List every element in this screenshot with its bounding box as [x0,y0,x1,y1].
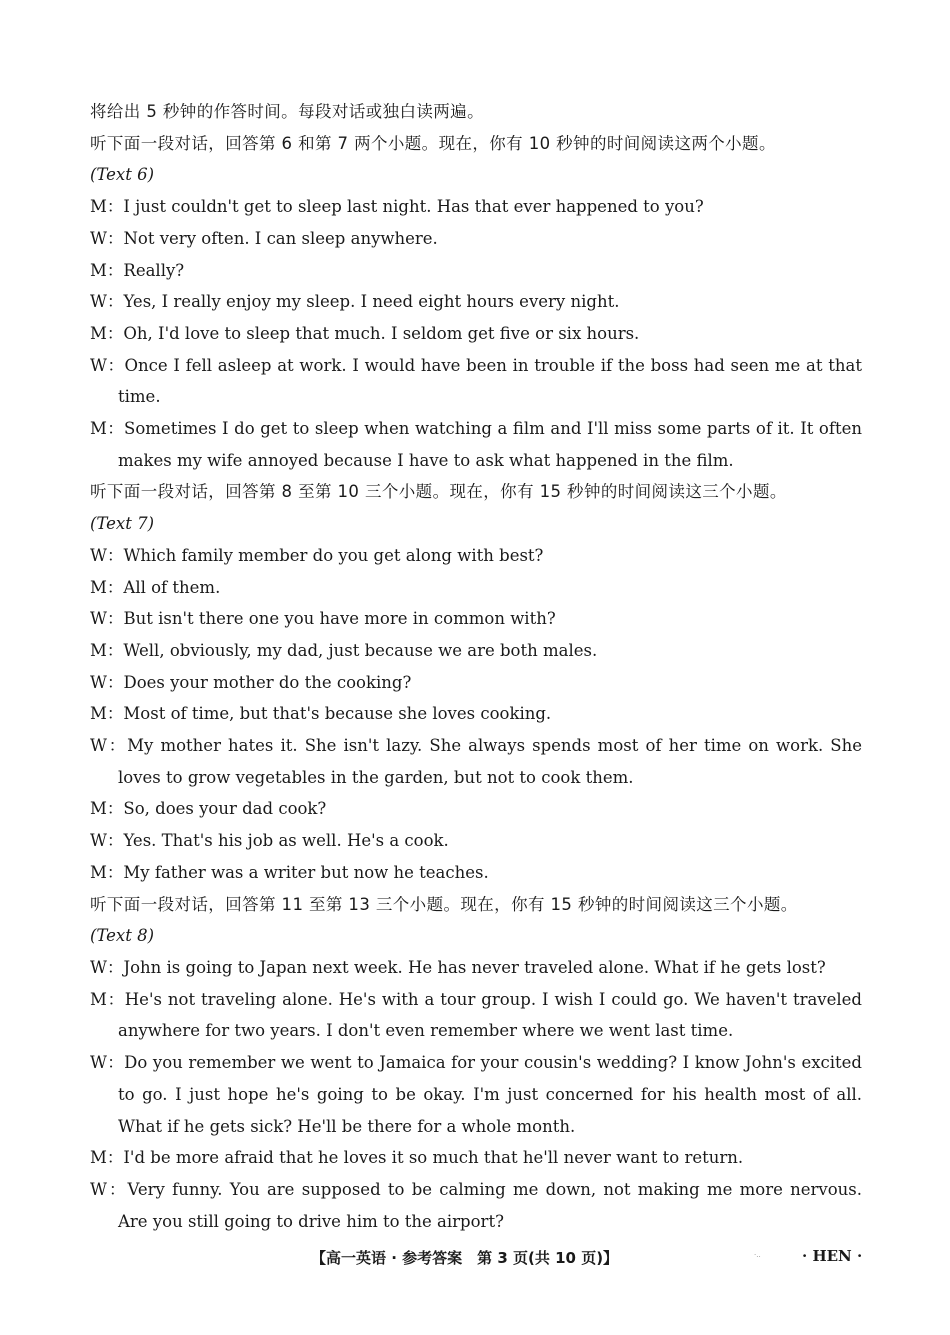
dialogue-line [90,1174,862,1237]
speaker: W： [90,1053,125,1073]
speaker: W： [90,831,124,851]
intro-line: 将给出 5 秒钟的作答时间。每段对话或独白读两遍。 [90,102,484,121]
section-label: (Text 8) [90,926,155,946]
speaker: M： [90,799,124,819]
dialogue-line [90,793,862,825]
dialogue-line [90,698,862,730]
utterance: Very funny. You are supposed to be calming me down, not making me more nervous. Are you still going to drive him to the airport? [118,1179,862,1231]
utterance: My mother hates it. She isn't lazy. She always spends most of her time on work. She loves to grow vegetables in the garden, but not to cook them. [118,736,862,787]
speaker: W： [90,355,125,375]
utterance: I'd be more afraid that he loves it so much that he'll never want to return. [123,1148,744,1168]
dialogue-line [90,223,862,255]
utterance: My father was a writer but now he teaches. [123,862,489,882]
utterance: So, does your dad cook? [123,799,327,819]
dialogue-line [90,984,862,1047]
footer-dots: ·.. [754,1251,761,1259]
utterance: Yes. That's his job as well. He's a cook. [123,831,449,851]
utterance: Oh, I'd love to sleep that much. I seldom get five or six hours. [123,323,640,343]
dialogue-line [90,255,862,287]
utterance: Does your mother do the cooking? [123,672,412,692]
speaker: W： [90,292,124,312]
utterance: Sometimes I do get to sleep when watching a film and I'll miss some parts of it. It often makes my wife annoyed because I have to ask what happened in the film. [118,419,862,470]
dialogue-line [90,318,862,350]
dialogue-line [90,635,862,667]
section-label: (Text 7) [90,514,155,534]
utterance: Which family member do you get along with best? [123,545,544,565]
dialogue-line [90,825,862,857]
utterance: I just couldn't get to sleep last night. Has that ever happened to you? [123,197,704,217]
speaker: M： [90,197,124,217]
footer-page-info: 【高一英语 · 参考答案 第 3 页(共 10 页)】 [311,1249,619,1267]
speaker: W： [90,609,124,629]
dialogue-line [90,730,862,793]
dialogue-line [90,350,862,413]
utterance: John is going to Japan next week. He has never traveled alone. What if he gets lost? [123,957,826,977]
dialogue-line [90,286,862,318]
dialogue-line [90,603,862,635]
speaker: M： [90,1148,124,1168]
speaker: W： [90,957,124,977]
section-instruction: 听下面一段对话，回答第 6 和第 7 两个小题。现在，你有 10 秒钟的时间阅读这两个小题。 [90,133,776,153]
speaker: M： [90,577,124,597]
dialogue-line [90,191,862,223]
speaker: W： [90,228,124,248]
speaker: M： [90,704,124,724]
speaker: W： [90,545,124,565]
utterance: Yes, I really enjoy my sleep. I need eight hours every night. [123,292,620,312]
speaker: M： [90,989,125,1009]
speaker: M： [90,323,124,343]
dialogue-line [90,857,862,889]
speaker: W： [90,736,128,756]
utterance: But isn't there one you have more in common with? [123,609,556,629]
section-instruction: 听下面一段对话，回答第 11 至第 13 三个小题。现在，你有 15 秒钟的时间阅读这三个小题。 [90,894,798,914]
speaker: M： [90,419,125,439]
speaker: M： [90,862,124,882]
document-page [90,96,862,1237]
speaker: M： [90,640,124,660]
utterance: Really? [123,260,185,280]
footer-code: · HEN · [802,1247,863,1265]
dialogue-line [90,572,862,604]
utterance: Not very often. I can sleep anywhere. [123,228,438,248]
speaker: W： [90,1179,128,1199]
speaker: W： [90,672,124,692]
section-label: (Text 6) [90,165,155,185]
utterance: He's not traveling alone. He's with a tour group. I wish I could go. We haven't traveled anywhere for two years. I don't even remember where we went last time. [118,989,862,1041]
dialogue-line [90,540,862,572]
utterance: Well, obviously, my dad, just because we are both males. [123,640,598,660]
page-footer [0,1247,950,1273]
speaker: M： [90,260,124,280]
dialogue-line [90,1142,862,1174]
utterance: Most of time, but that's because she loves cooking. [123,704,552,724]
utterance: All of them. [123,577,221,597]
dialogue-line [90,952,862,984]
dialogue-line [90,413,862,476]
utterance: Once I fell asleep at work. I would have been in trouble if the boss had seen me at that time. [118,355,862,407]
dialogue-line [90,1047,862,1142]
dialogue-line [90,667,862,699]
utterance: Do you remember we went to Jamaica for your cousin's wedding? I know John's excited to go. I just hope he's going to be okay. I'm just concerned for his health most of all. What if he gets sick? He'll be there for a whole month. [118,1053,862,1136]
section-instruction: 听下面一段对话，回答第 8 至第 10 三个小题。现在，你有 15 秒钟的时间阅读这三个小题。 [90,482,787,502]
